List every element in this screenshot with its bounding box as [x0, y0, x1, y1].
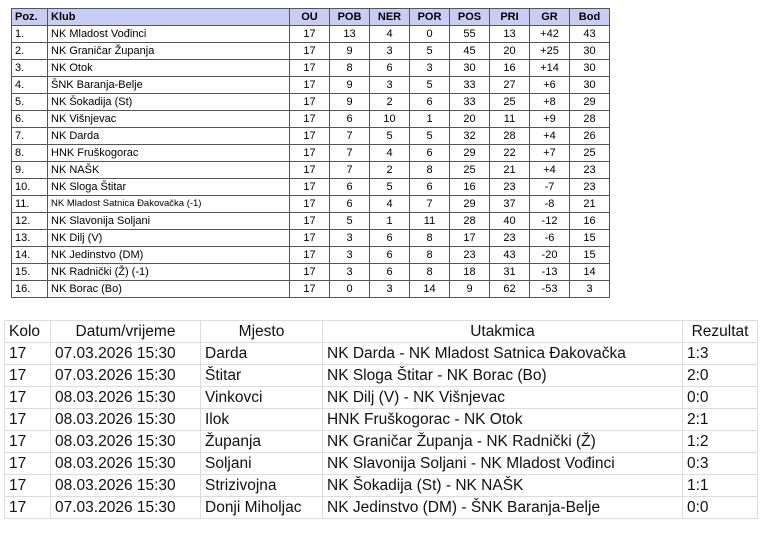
fixtures-table: [4, 320, 758, 519]
standings-row: [12, 230, 610, 247]
cell-por: 6: [410, 94, 450, 111]
fixture-row: [5, 475, 758, 497]
cell-poz: 7.: [12, 128, 48, 145]
cell-utakmica: HNK Fruškogorac - NK Otok: [323, 409, 683, 431]
cell-pob: 9: [330, 94, 370, 111]
cell-kolo: 17: [5, 431, 51, 453]
cell-gr: +7: [530, 145, 570, 162]
cell-mjesto: Ilok: [201, 409, 323, 431]
cell-ner: 5: [370, 128, 410, 145]
cell-bod: 21: [570, 196, 610, 213]
cell-pos: 32: [450, 128, 490, 145]
cell-ner: 6: [370, 230, 410, 247]
cell-gr: -6: [530, 230, 570, 247]
cell-mjesto: Soljani: [201, 453, 323, 475]
cell-bod: 26: [570, 128, 610, 145]
cell-pos: 16: [450, 179, 490, 196]
cell-por: 0: [410, 26, 450, 43]
cell-kolo: 17: [5, 365, 51, 387]
cell-pri: 37: [490, 196, 530, 213]
standings-header-row: [12, 9, 610, 26]
cell-ner: 1: [370, 213, 410, 230]
cell-rezultat: 0:0: [683, 387, 758, 409]
cell-ner: 10: [370, 111, 410, 128]
cell-datum: 08.03.2026 15:30: [51, 453, 201, 475]
cell-poz: 4.: [12, 77, 48, 94]
cell-pri: 27: [490, 77, 530, 94]
header-klub: Klub: [48, 9, 290, 26]
cell-bod: 25: [570, 145, 610, 162]
cell-gr: -20: [530, 247, 570, 264]
cell-utakmica: NK Slavonija Soljani - NK Mladost Vođinci: [323, 453, 683, 475]
cell-por: 8: [410, 162, 450, 179]
cell-mjesto: Strizivojna: [201, 475, 323, 497]
cell-rezultat: 1:3: [683, 343, 758, 365]
cell-bod: 29: [570, 94, 610, 111]
cell-pos: 25: [450, 162, 490, 179]
cell-poz: 6.: [12, 111, 48, 128]
cell-ner: 6: [370, 247, 410, 264]
cell-pri: 13: [490, 26, 530, 43]
header-rezultat: Rezultat: [683, 321, 758, 343]
cell-poz: 11.: [12, 196, 48, 213]
cell-pri: 31: [490, 264, 530, 281]
cell-klub: NK Jedinstvo (DM): [48, 247, 290, 264]
fixture-row: [5, 387, 758, 409]
standings-row: [12, 77, 610, 94]
cell-ou: 17: [290, 281, 330, 298]
cell-pri: 20: [490, 43, 530, 60]
cell-pri: 16: [490, 60, 530, 77]
cell-klub: NK Mladost Satnica Đakovačka (-1): [48, 196, 290, 213]
cell-klub: NK Darda: [48, 128, 290, 145]
cell-ner: 4: [370, 196, 410, 213]
cell-klub: NK Dilj (V): [48, 230, 290, 247]
cell-pob: 7: [330, 145, 370, 162]
cell-bod: 3: [570, 281, 610, 298]
cell-poz: 1.: [12, 26, 48, 43]
cell-klub: ŠNK Baranja-Belje: [48, 77, 290, 94]
cell-pos: 28: [450, 213, 490, 230]
cell-pri: 22: [490, 145, 530, 162]
cell-klub: HNK Fruškogorac: [48, 145, 290, 162]
cell-kolo: 17: [5, 343, 51, 365]
cell-kolo: 17: [5, 475, 51, 497]
cell-rezultat: 2:0: [683, 365, 758, 387]
cell-bod: 15: [570, 230, 610, 247]
cell-pob: 6: [330, 196, 370, 213]
header-datum: Datum/vrijeme: [51, 321, 201, 343]
header-ner: NER: [370, 9, 410, 26]
cell-gr: +4: [530, 128, 570, 145]
cell-bod: 43: [570, 26, 610, 43]
cell-bod: 15: [570, 247, 610, 264]
cell-ner: 5: [370, 179, 410, 196]
cell-rezultat: 1:2: [683, 431, 758, 453]
cell-ner: 6: [370, 60, 410, 77]
cell-ou: 17: [290, 128, 330, 145]
cell-ner: 3: [370, 77, 410, 94]
cell-pos: 17: [450, 230, 490, 247]
cell-por: 8: [410, 264, 450, 281]
cell-datum: 07.03.2026 15:30: [51, 365, 201, 387]
fixture-row: [5, 343, 758, 365]
fixtures-header-row: [5, 321, 758, 343]
cell-pri: 23: [490, 179, 530, 196]
cell-pri: 28: [490, 128, 530, 145]
cell-ou: 17: [290, 179, 330, 196]
cell-ou: 17: [290, 196, 330, 213]
cell-kolo: 17: [5, 453, 51, 475]
standings-table: [11, 8, 610, 298]
header-ou: OU: [290, 9, 330, 26]
cell-kolo: 17: [5, 497, 51, 519]
cell-ou: 17: [290, 145, 330, 162]
cell-por: 5: [410, 43, 450, 60]
cell-poz: 2.: [12, 43, 48, 60]
cell-datum: 08.03.2026 15:30: [51, 475, 201, 497]
cell-pos: 45: [450, 43, 490, 60]
cell-pri: 23: [490, 230, 530, 247]
cell-ner: 4: [370, 26, 410, 43]
cell-bod: 30: [570, 43, 610, 60]
cell-pob: 6: [330, 111, 370, 128]
cell-bod: 30: [570, 77, 610, 94]
standings-row: [12, 264, 610, 281]
cell-pos: 23: [450, 247, 490, 264]
cell-ner: 6: [370, 264, 410, 281]
cell-poz: 3.: [12, 60, 48, 77]
cell-klub: NK Borac (Bo): [48, 281, 290, 298]
cell-poz: 13.: [12, 230, 48, 247]
cell-datum: 08.03.2026 15:30: [51, 409, 201, 431]
header-por: POR: [410, 9, 450, 26]
cell-klub: NK Otok: [48, 60, 290, 77]
cell-ner: 4: [370, 145, 410, 162]
cell-klub: NK Radnički (Ž) (-1): [48, 264, 290, 281]
cell-bod: 23: [570, 162, 610, 179]
cell-pob: 6: [330, 179, 370, 196]
standings-row: [12, 145, 610, 162]
cell-ner: 2: [370, 94, 410, 111]
standings-row: [12, 94, 610, 111]
cell-utakmica: NK Jedinstvo (DM) - ŠNK Baranja-Belje: [323, 497, 683, 519]
header-gr: GR: [530, 9, 570, 26]
cell-pob: 7: [330, 128, 370, 145]
cell-pob: 3: [330, 264, 370, 281]
cell-pob: 3: [330, 230, 370, 247]
cell-por: 5: [410, 77, 450, 94]
cell-por: 6: [410, 145, 450, 162]
cell-poz: 12.: [12, 213, 48, 230]
cell-por: 8: [410, 230, 450, 247]
cell-mjesto: Vinkovci: [201, 387, 323, 409]
cell-pos: 33: [450, 77, 490, 94]
cell-klub: NK Graničar Županja: [48, 43, 290, 60]
cell-pob: 9: [330, 77, 370, 94]
cell-poz: 15.: [12, 264, 48, 281]
cell-ou: 17: [290, 264, 330, 281]
cell-pob: 3: [330, 247, 370, 264]
cell-gr: -53: [530, 281, 570, 298]
cell-por: 11: [410, 213, 450, 230]
cell-poz: 8.: [12, 145, 48, 162]
standings-row: [12, 281, 610, 298]
cell-rezultat: 1:1: [683, 475, 758, 497]
cell-ner: 3: [370, 281, 410, 298]
cell-mjesto: Štitar: [201, 365, 323, 387]
cell-klub: NK Višnjevac: [48, 111, 290, 128]
cell-gr: +8: [530, 94, 570, 111]
header-kolo: Kolo: [5, 321, 51, 343]
cell-ou: 17: [290, 213, 330, 230]
cell-gr: +42: [530, 26, 570, 43]
cell-poz: 16.: [12, 281, 48, 298]
cell-mjesto: Darda: [201, 343, 323, 365]
cell-por: 14: [410, 281, 450, 298]
cell-gr: +4: [530, 162, 570, 179]
cell-datum: 08.03.2026 15:30: [51, 431, 201, 453]
cell-gr: +25: [530, 43, 570, 60]
standings-row: [12, 60, 610, 77]
cell-utakmica: NK Darda - NK Mladost Satnica Đakovačka: [323, 343, 683, 365]
standings-row: [12, 213, 610, 230]
cell-poz: 9.: [12, 162, 48, 179]
cell-bod: 28: [570, 111, 610, 128]
cell-pri: 21: [490, 162, 530, 179]
header-pob: POB: [330, 9, 370, 26]
cell-bod: 30: [570, 60, 610, 77]
cell-datum: 07.03.2026 15:30: [51, 343, 201, 365]
header-pri: PRI: [490, 9, 530, 26]
cell-gr: -7: [530, 179, 570, 196]
cell-pri: 11: [490, 111, 530, 128]
standings-row: [12, 196, 610, 213]
cell-pob: 9: [330, 43, 370, 60]
cell-pri: 62: [490, 281, 530, 298]
cell-datum: 08.03.2026 15:30: [51, 387, 201, 409]
cell-por: 6: [410, 179, 450, 196]
cell-datum: 07.03.2026 15:30: [51, 497, 201, 519]
cell-pob: 5: [330, 213, 370, 230]
cell-rezultat: 0:3: [683, 453, 758, 475]
cell-klub: NK NAŠK: [48, 162, 290, 179]
cell-por: 1: [410, 111, 450, 128]
standings-row: [12, 26, 610, 43]
cell-pob: 7: [330, 162, 370, 179]
cell-pri: 43: [490, 247, 530, 264]
cell-ou: 17: [290, 111, 330, 128]
standings-row: [12, 247, 610, 264]
cell-pos: 30: [450, 60, 490, 77]
cell-utakmica: NK Dilj (V) - NK Višnjevac: [323, 387, 683, 409]
standings-row: [12, 179, 610, 196]
header-poz: Poz.: [12, 9, 48, 26]
cell-por: 8: [410, 247, 450, 264]
cell-klub: NK Šokadija (St): [48, 94, 290, 111]
cell-bod: 23: [570, 179, 610, 196]
cell-klub: NK Mladost Vođinci: [48, 26, 290, 43]
cell-por: 3: [410, 60, 450, 77]
fixture-row: [5, 453, 758, 475]
cell-bod: 14: [570, 264, 610, 281]
cell-rezultat: 2:1: [683, 409, 758, 431]
cell-ou: 17: [290, 230, 330, 247]
cell-pob: 8: [330, 60, 370, 77]
cell-klub: NK Sloga Štitar: [48, 179, 290, 196]
cell-ou: 17: [290, 43, 330, 60]
cell-gr: -13: [530, 264, 570, 281]
header-utakmica: Utakmica: [323, 321, 683, 343]
cell-gr: +14: [530, 60, 570, 77]
cell-pri: 40: [490, 213, 530, 230]
header-pos: POS: [450, 9, 490, 26]
cell-ou: 17: [290, 77, 330, 94]
cell-ou: 17: [290, 94, 330, 111]
cell-mjesto: Donji Miholjac: [201, 497, 323, 519]
cell-pos: 55: [450, 26, 490, 43]
cell-pob: 0: [330, 281, 370, 298]
cell-ner: 3: [370, 43, 410, 60]
cell-pos: 9: [450, 281, 490, 298]
cell-pos: 29: [450, 196, 490, 213]
cell-utakmica: NK Šokadija (St) - NK NAŠK: [323, 475, 683, 497]
cell-gr: -12: [530, 213, 570, 230]
cell-gr: -8: [530, 196, 570, 213]
header-mjesto: Mjesto: [201, 321, 323, 343]
cell-gr: +9: [530, 111, 570, 128]
cell-ou: 17: [290, 162, 330, 179]
cell-poz: 5.: [12, 94, 48, 111]
cell-rezultat: 0:0: [683, 497, 758, 519]
cell-ou: 17: [290, 60, 330, 77]
standings-row: [12, 162, 610, 179]
fixture-row: [5, 409, 758, 431]
cell-ou: 17: [290, 26, 330, 43]
cell-pos: 20: [450, 111, 490, 128]
cell-por: 7: [410, 196, 450, 213]
cell-poz: 10.: [12, 179, 48, 196]
cell-pos: 18: [450, 264, 490, 281]
cell-mjesto: Županja: [201, 431, 323, 453]
cell-pri: 25: [490, 94, 530, 111]
cell-ou: 17: [290, 247, 330, 264]
cell-pos: 29: [450, 145, 490, 162]
fixture-row: [5, 365, 758, 387]
cell-kolo: 17: [5, 409, 51, 431]
cell-bod: 16: [570, 213, 610, 230]
cell-pos: 33: [450, 94, 490, 111]
cell-poz: 14.: [12, 247, 48, 264]
cell-gr: +6: [530, 77, 570, 94]
cell-utakmica: NK Sloga Štitar - NK Borac (Bo): [323, 365, 683, 387]
cell-pob: 13: [330, 26, 370, 43]
cell-klub: NK Slavonija Soljani: [48, 213, 290, 230]
standings-row: [12, 128, 610, 145]
fixture-row: [5, 431, 758, 453]
cell-kolo: 17: [5, 387, 51, 409]
standings-row: [12, 111, 610, 128]
cell-utakmica: NK Graničar Županja - NK Radnički (Ž): [323, 431, 683, 453]
header-bod: Bod: [570, 9, 610, 26]
fixture-row: [5, 497, 758, 519]
cell-por: 5: [410, 128, 450, 145]
standings-row: [12, 43, 610, 60]
cell-ner: 2: [370, 162, 410, 179]
